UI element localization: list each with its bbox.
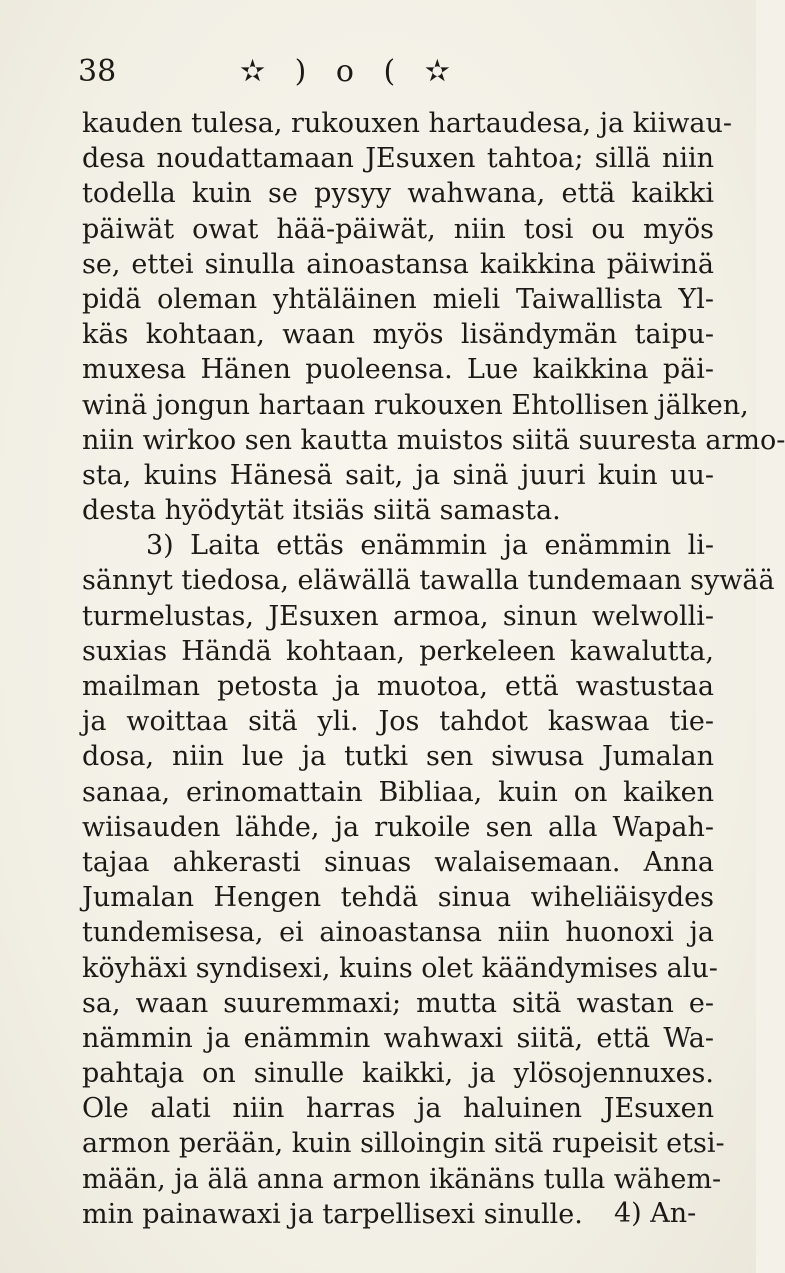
text-line: wiisauden lähde, ja rukoile sen alla Wapah- xyxy=(82,811,714,843)
text-line: mailman petosta ja muotoa, että wastustaa xyxy=(82,671,714,702)
text-line: Jumalan Hengen tehdä sinua wiheliäisydes xyxy=(82,882,714,914)
text-line: todella kuin se pysyy wahwana, että kaikki xyxy=(82,178,714,210)
page-header xyxy=(70,50,670,94)
text-line: sanaa, erinomattain Bibliaa, kuin on kaiken xyxy=(82,776,714,808)
page-number: 38 xyxy=(78,54,117,89)
text-line: niin wirkoo sen kautta muistos siitä suuresta armo- xyxy=(82,424,785,456)
text-line: sta, kuins Hänesä sait, ja sinä juuri kuin uu- xyxy=(82,459,714,491)
text-line: muxesa Hänen puoleensa. Lue kaikkina päi- xyxy=(82,354,714,386)
body-text xyxy=(82,106,785,1232)
text-line: dosa, niin lue ja tutki sen siwusa Jumalan xyxy=(82,741,714,773)
text-line: tajaa ahkerasti sinuas walaisemaan. Anna xyxy=(82,846,714,878)
text-line: armon perään, kuin silloingin sitä rupeisit etsi- xyxy=(82,1128,725,1160)
text-line: desa noudattamaan JEsuxen tahtoa; sillä niin xyxy=(82,143,714,175)
text-line: min painawaxi ja tarpellisexi sinulle. xyxy=(82,1198,583,1230)
text-line: tundemisesa, ei ainoastansa niin huonoxi ja xyxy=(82,917,714,949)
text-line: Ole alati niin harras ja haluinen JEsuxen xyxy=(82,1093,714,1125)
text-line: se, ettei sinulla ainoastansa kaikkina päiwinä xyxy=(82,248,714,280)
text-line: pidä oleman yhtäläinen mieli Taiwallista Yl- xyxy=(82,283,714,315)
text-line: ja woittaa sitä yli. Jos tahdot kaswaa tie- xyxy=(82,706,714,738)
text-line: päiwät owat hää-päiwät, niin tosi ou myös xyxy=(82,213,714,245)
text-line: köyhäxi syndisexi, kuins olet käändymises alu- xyxy=(82,952,718,984)
text-line: turmelustas, JEsuxen armoa, sinun welwolli- xyxy=(82,600,714,632)
text-line: sännyt tiedosa, eläwällä tawalla tundemaan sywää xyxy=(82,565,775,597)
text-line: mään, ja älä anna armon ikänäns tulla wähem- xyxy=(82,1163,722,1195)
text-line: käs kohtaan, waan myös lisändymän taipu- xyxy=(82,319,714,351)
text-line: sa, waan suuremmaxi; mutta sitä wastan e- xyxy=(82,987,714,1019)
text-line: 3) Laita ettäs enämmin ja enämmin li- xyxy=(146,530,714,562)
catchword: 4) An- xyxy=(614,1198,697,1229)
text-line: nämmin ja enämmin wahwaxi siitä, että Wa- xyxy=(82,1022,714,1054)
text-line: desta hyödytät itsiäs siitä samasta. xyxy=(82,495,561,527)
text-line: winä jongun hartaan rukouxen Ehtollisen jälken, xyxy=(82,389,749,421)
header-ornament: ✫ ) o ( ✫ xyxy=(240,54,460,89)
text-line: pahtaja on sinulle kaikki, ja ylösojennuxes. xyxy=(82,1058,714,1090)
text-line: suxias Händä kohtaan, perkeleen kawalutta, xyxy=(82,635,714,667)
text-line: kauden tulesa, rukouxen hartaudesa, ja kiiwau- xyxy=(82,108,733,139)
